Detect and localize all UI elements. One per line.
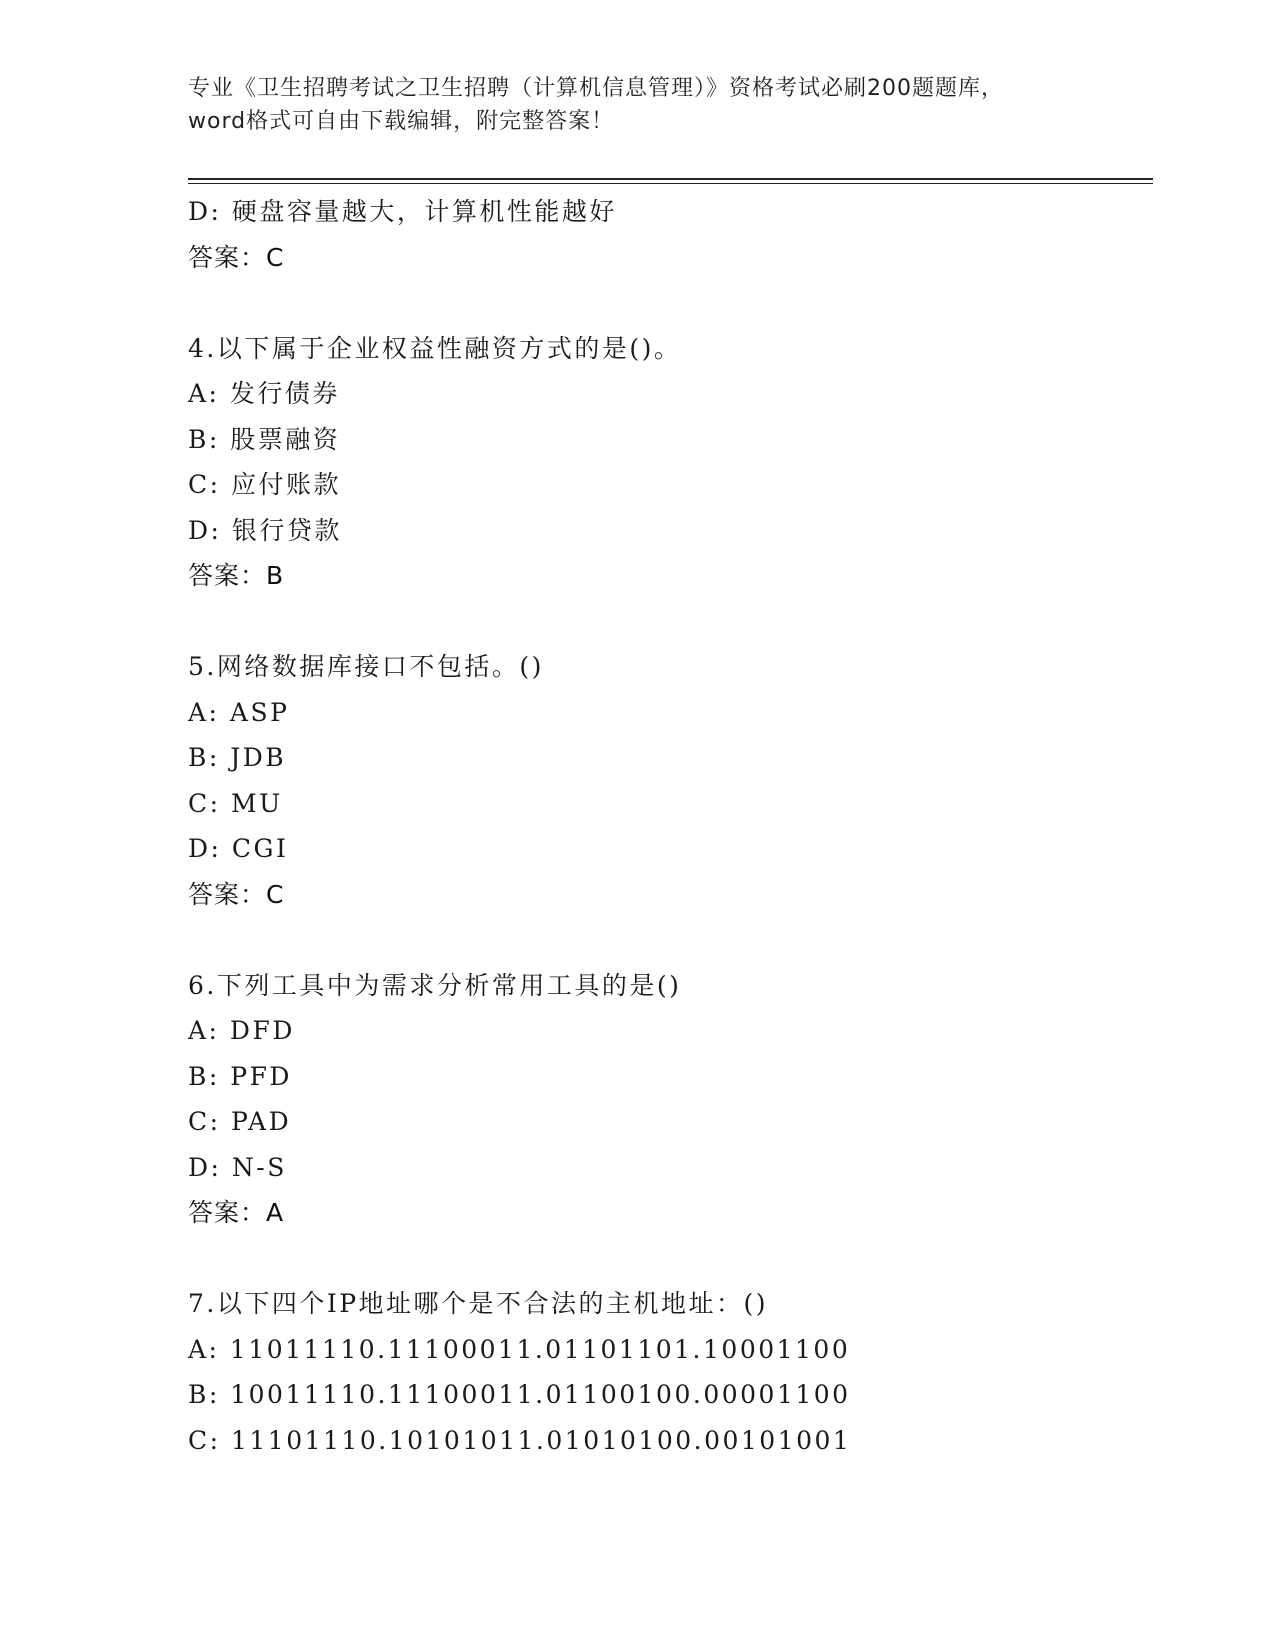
q6-option-d: D: N-S <box>188 1152 287 1182</box>
question-list <box>188 189 1148 1463</box>
q4-option-d: D: 银行贷款 <box>188 515 342 545</box>
q5-option-c: C: MU <box>188 788 283 818</box>
q7-stem: 7.以下四个IP地址哪个是不合法的主机地址：() <box>188 1289 769 1318</box>
q5-answer: 答案：C <box>188 879 285 909</box>
q6-option-b: B: PFD <box>188 1061 292 1091</box>
document-header <box>188 72 1088 138</box>
q4-option-c: C: 应付账款 <box>188 470 341 499</box>
q4-option-b: B: 股票融资 <box>188 424 341 454</box>
header-line-2: word格式可自由下载编辑，附完整答案！ <box>188 109 615 134</box>
q3-answer: 答案：C <box>188 242 285 272</box>
q6-option-c: C: PAD <box>188 1107 292 1136</box>
q3-option-d: D: 硬盘容量越大，计算机性能越好 <box>188 197 617 226</box>
header-rule-thin <box>188 183 1153 184</box>
q4-stem: 4.以下属于企业权益性融资方式的是()。 <box>188 333 682 363</box>
spacer <box>188 280 1148 326</box>
q7-option-b: B: 10011110.11100011.01100100.00001100 <box>188 1380 851 1409</box>
q4-answer: 答案：B <box>188 561 285 590</box>
header-line-1: 专业《卫生招聘考试之卫生招聘（计算机信息管理）》资格考试必刷200题题库， <box>188 76 1004 101</box>
spacer <box>188 917 1148 963</box>
spacer <box>188 1236 1148 1282</box>
q4-option-a: A: 发行债券 <box>188 379 340 408</box>
q5-option-d: D: CGI <box>188 834 289 863</box>
q6-stem: 6.下列工具中为需求分析常用工具的是() <box>188 970 682 1000</box>
spacer <box>188 599 1148 645</box>
q6-answer: 答案：A <box>188 1198 285 1227</box>
q7-option-c: C: 11101110.10101011.01010100.00101001 <box>188 1425 852 1455</box>
q5-option-a: A: ASP <box>188 697 290 727</box>
q5-option-b: B: JDB <box>188 743 287 772</box>
q6-option-a: A: DFD <box>188 1016 295 1045</box>
header-rule-thick <box>188 178 1153 180</box>
q7-option-a: A: 11011110.11100011.01101101.10001100 <box>188 1334 851 1364</box>
q5-stem: 5.网络数据库接口不包括。() <box>188 652 544 681</box>
